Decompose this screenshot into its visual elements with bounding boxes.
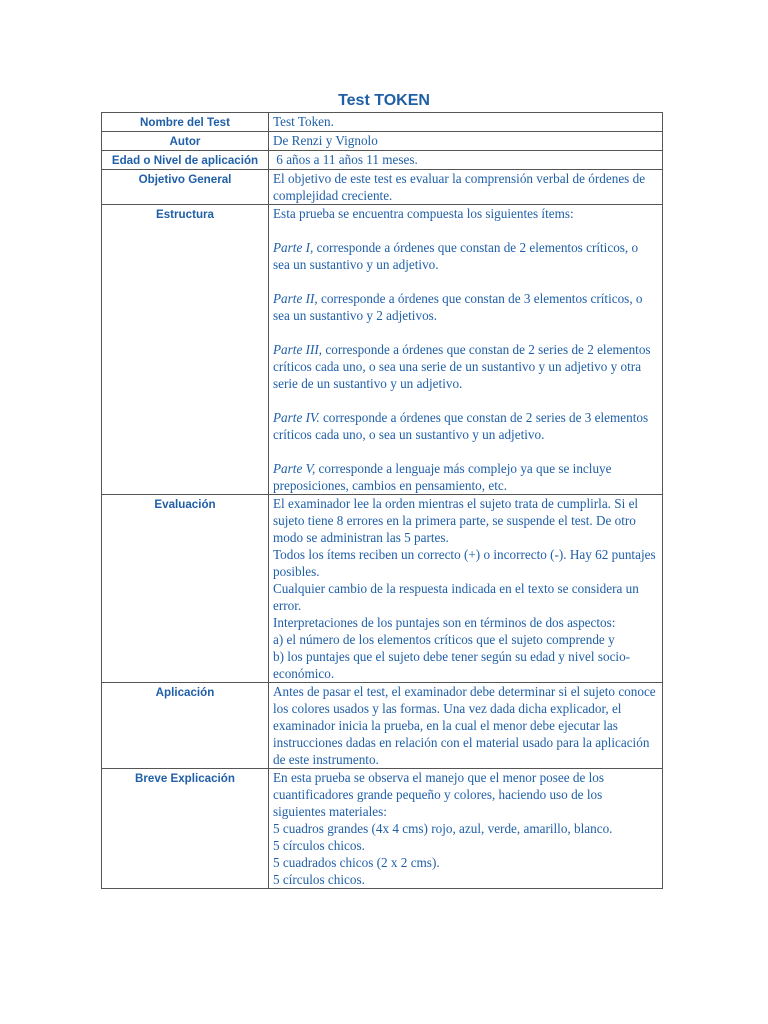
estructura-part <box>273 460 658 494</box>
row-value-edad: 6 años a 11 años 11 meses. <box>269 151 663 170</box>
part-name: Parte I, <box>273 240 314 255</box>
table-row <box>102 683 663 769</box>
row-label-edad: Edad o Nivel de aplicación <box>102 151 269 170</box>
breve-line: 5 círculos chicos. <box>273 872 365 887</box>
row-label-nombre: Nombre del Test <box>102 113 269 132</box>
row-value-aplicacion: Antes de pasar el test, el examinador debe determinar si el sujeto conoce los colores usados y las formas. Una vez dada dicha explicador, el examinador inicia la prueba, en la cual el menor debe ejecutar las instrucciones dadas en relación con el material usado para la aplicación de este instrumento. <box>269 683 663 769</box>
row-value-objetivo: El objetivo de este test es evaluar la comprensión verbal de órdenes de complejidad creciente. <box>269 170 663 205</box>
row-label-autor: Autor <box>102 132 269 151</box>
test-info-table <box>101 112 663 889</box>
row-label-estructura: Estructura <box>102 205 269 495</box>
row-value-breve <box>269 769 663 889</box>
part-text: corresponde a lenguaje más complejo ya que se incluye preposiciones, cambios en pensamiento, etc. <box>273 461 612 493</box>
part-name: Parte II, <box>273 291 318 306</box>
table-row <box>102 205 663 495</box>
breve-line: 5 círculos chicos. <box>273 838 365 853</box>
evaluacion-line: El examinador lee la orden mientras el sujeto trata de cumplirla. Si el sujeto tiene 8 errores en la primera parte, se suspende el test. De otro modo se administran las 5 partes. <box>273 496 639 545</box>
row-label-aplicacion: Aplicación <box>102 683 269 769</box>
breve-line: 5 cuadros grandes (4x 4 cms) rojo, azul, verde, amarillo, blanco. <box>273 821 613 836</box>
row-value-autor: De Renzi y Vignolo <box>269 132 663 151</box>
row-value-estructura <box>269 205 663 495</box>
table-row <box>102 769 663 889</box>
evaluacion-line: Todos los ítems reciben un correcto (+) o incorrecto (-). Hay 62 puntajes posibles. <box>273 547 656 579</box>
row-value-nombre: Test Token. <box>269 113 663 132</box>
part-name: Parte V, <box>273 461 316 476</box>
part-name: Parte IV. <box>273 410 320 425</box>
row-label-evaluacion: Evaluación <box>102 495 269 683</box>
breve-line: 5 cuadrados chicos (2 x 2 cms). <box>273 855 440 870</box>
estructura-intro: Esta prueba se encuentra compuesta los siguientes ítems: <box>273 206 574 221</box>
row-label-breve: Breve Explicación <box>102 769 269 889</box>
row-label-objetivo: Objetivo General <box>102 170 269 205</box>
table-row <box>102 170 663 205</box>
evaluacion-line: b) los puntajes que el sujeto debe tener según su edad y nivel socio-económico. <box>273 649 631 681</box>
table-row <box>102 113 663 132</box>
estructura-part <box>273 290 658 324</box>
breve-line: En esta prueba se observa el manejo que el menor posee de los cuantificadores grande pequeño y colores, haciendo uso de los siguientes materiales: <box>273 770 605 819</box>
estructura-part <box>273 341 658 392</box>
evaluacion-line: Cualquier cambio de la respuesta indicada en el texto se considera un error. <box>273 581 639 613</box>
evaluacion-line: Interpretaciones de los puntajes son en términos de dos aspectos: <box>273 615 616 630</box>
evaluacion-line: a) el número de los elementos críticos que el sujeto comprende y <box>273 632 615 647</box>
estructura-part <box>273 239 658 273</box>
document-title: Test TOKEN <box>338 92 430 109</box>
part-text: corresponde a órdenes que constan de 2 elementos críticos, o sea un sustantivo y un adjetivo. <box>273 240 639 272</box>
part-text: corresponde a órdenes que constan de 2 series de 3 elementos críticos cada uno, o sea un sustantivo y un adjetivo. <box>273 410 649 442</box>
part-name: Parte III, <box>273 342 323 357</box>
part-text: corresponde a órdenes que constan de 3 elementos críticos, o sea un sustantivo y 2 adjetivos. <box>273 291 643 323</box>
part-text: corresponde a órdenes que constan de 2 series de 2 elementos críticos cada uno, o sea una serie de un sustantivo y un adjetivo y otra serie de un sustantivo y un adjetivo. <box>273 342 651 391</box>
estructura-part <box>273 409 658 443</box>
table-row <box>102 495 663 683</box>
row-value-evaluacion <box>269 495 663 683</box>
table-row <box>102 132 663 151</box>
table-row <box>102 151 663 170</box>
